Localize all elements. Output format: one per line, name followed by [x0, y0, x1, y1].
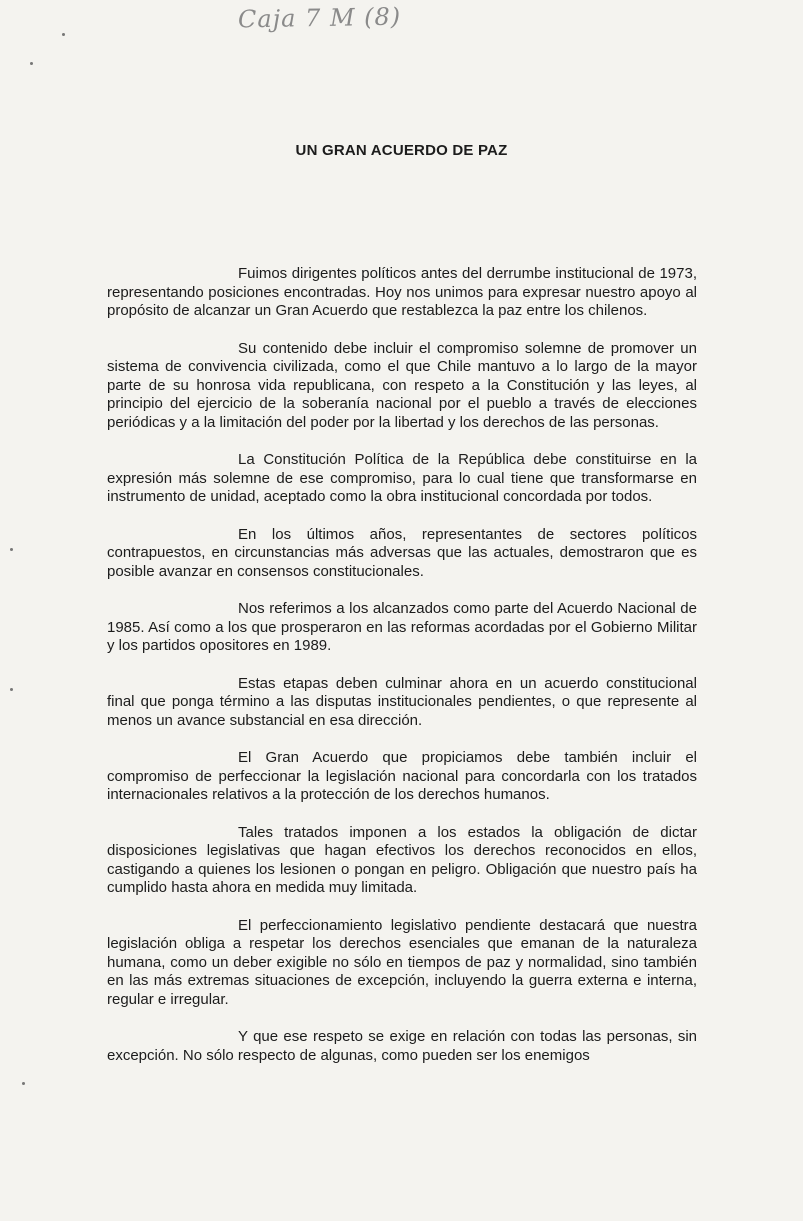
paragraph-5: Nos referimos a los alcanzados como parte del Acuerdo Nacional de 1985. Así como a los que prosperaron en las reformas acordadas por el Gobierno Militar y los partidos opositores en 1989. [107, 600, 697, 654]
scan-speck [10, 548, 13, 551]
scan-speck [22, 1082, 25, 1085]
paragraph-7: El Gran Acuerdo que propiciamos debe también incluir el compromiso de perfeccionar la legislación nacional para concordarla con los tratados internacionales relativos a la protección de los derechos humanos. [107, 749, 697, 803]
scan-speck [62, 33, 65, 36]
document-body [107, 265, 697, 1084]
paragraph-4: En los últimos años, representantes de sectores políticos contrapuestos, en circunstancias más adversas que las actuales, demostraron que es posible avanzar en consensos constitucionales. [107, 525, 697, 580]
paragraph-8: Tales tratados imponen a los estados la obligación de dictar disposiciones legislativas que hagan efectivos los derechos reconocidos en ellos, castigando a quienes los lesionen o pongan en peligro. Obligación que nuestro país ha cumplido hasta ahora en medida muy limitada. [107, 823, 697, 896]
handwritten-archive-note: Caja 7 M (8) [237, 2, 402, 34]
paragraph-6: Estas etapas deben culminar ahora en un acuerdo constitucional final que ponga término a las disputas institucionales pendientes, o que represente al menos un avance substancial en esa dirección. [107, 674, 697, 729]
paragraph-2: Su contenido debe incluir el compromiso solemne de promover un sistema de convivencia civilizada, como el que Chile mantuvo a lo largo de la mayor parte de su honrosa vida republicana, con respeto a la Constitución y las leyes, al principio del ejercicio de la soberanía nacional por el pueblo a través de elecciones periódicas y a la limitación del poder por la libertad y los derechos de las personas. [107, 339, 697, 431]
scan-speck [10, 688, 13, 691]
paragraph-9: El perfeccionamiento legislativo pendiente destacará que nuestra legislación obliga a respetar los derechos esenciales que emanan de la naturaleza humana, como un deber exigible no sólo en tiempos de paz y normalidad, sino también en las más extremas situaciones de excepción, incluyendo la guerra externa e interna, regular e irregular. [107, 916, 697, 1008]
paragraph-1: Fuimos dirigentes políticos antes del derrumbe institucional de 1973, representando posiciones encontradas. Hoy nos unimos para expresar nuestro apoyo al propósito de alcanzar un Gran Acuerdo que restablezca la paz entre los chilenos. [107, 265, 697, 319]
document-title: UN GRAN ACUERDO DE PAZ [295, 142, 508, 159]
scan-speck [30, 62, 33, 65]
paragraph-10: Y que ese respeto se exige en relación con todas las personas, sin excepción. No sólo respecto de algunas, como pueden ser los enemigos [107, 1028, 697, 1064]
paragraph-3: La Constitución Política de la República debe constituirse en la expresión más solemne de ese compromiso, para lo cual tiene que transformarse en instrumento de unidad, aceptado como la obra institucional concordada por todos. [107, 451, 697, 505]
